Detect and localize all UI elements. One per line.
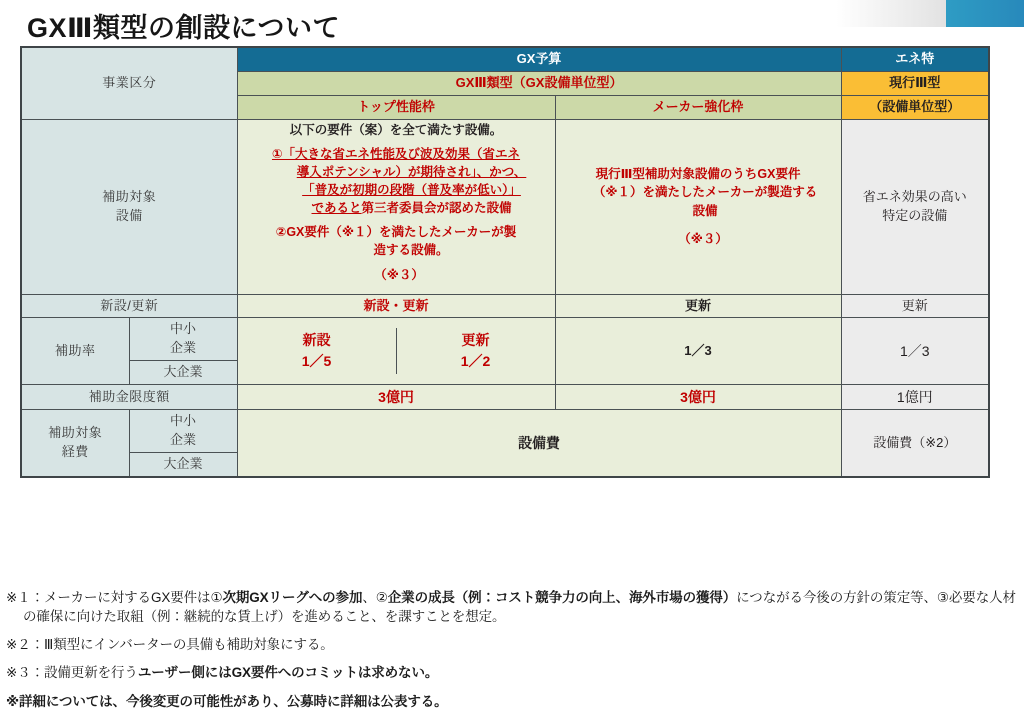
grey-gradient-bar <box>836 0 946 27</box>
requirement-item-1: ①「大きな省エネ性能及び波及効果（省エネ 導入ポテンシャル）が期待され」、かつ、 「普及が初期の段階（普及率が低い）」 であると第三者委員会が認めた設備 <box>271 147 527 215</box>
row-sublabel-eligible-large: 大企業 <box>129 452 237 476</box>
cell-new-or-renew-top: 新設・更新 <box>237 294 555 318</box>
rate-new-label: 新設 <box>302 332 331 349</box>
maker-equipment-text: 現行Ⅲ型補助対象設備のうちGX要件 （※１）を満たしたメーカーが製造する 設備 <box>592 167 818 218</box>
row-sublabel-large-company: 大企業 <box>129 361 237 385</box>
header-decoration-bar <box>836 0 1024 27</box>
rate-renew-label: 更新 <box>461 332 490 349</box>
footnote-2: ※２：Ⅲ類型にインバーターの具備も補助対象にする。 <box>6 637 334 653</box>
requirement-note-3: （※３） <box>374 267 424 282</box>
cell-new-or-renew-maker: 更新 <box>555 294 841 318</box>
cell-subsidy-cap-maker: 3億円 <box>555 384 841 409</box>
cell-subsidy-rate-ene: 1／3 <box>841 318 989 385</box>
header-business-category: 事業区分 <box>21 47 237 119</box>
rate-renew-value: 1／2 <box>460 353 491 370</box>
header-current-type3-sub: （設備単位型） <box>841 95 989 119</box>
row-label-new-or-renew: 新設/更新 <box>21 294 237 318</box>
table-row-new-or-renew <box>21 294 989 318</box>
cell-target-equipment-maker <box>555 119 841 294</box>
table-row-subsidy-cap <box>21 384 989 409</box>
cell-subsidy-cap-ene: 1億円 <box>841 384 989 409</box>
header-gx-budget: GX予算 <box>237 47 841 71</box>
cell-eligible-cost-ene: 設備費（※2） <box>841 410 989 477</box>
cell-subsidy-rate-top <box>237 318 555 385</box>
requirement-item-2: ②GX要件（※１）を満たしたメーカーが製 造する設備。 <box>275 225 517 258</box>
row-sublabel-eligible-sme: 中小 企業 <box>129 410 237 453</box>
header-gx-type3: GXⅢ類型（GX設備単位型） <box>237 71 841 95</box>
cell-subsidy-rate-maker: 1／3 <box>555 318 841 385</box>
blue-gradient-bar <box>946 0 1024 27</box>
row-sublabel-sme: 中小 企業 <box>129 318 237 361</box>
cell-subsidy-cap-top: 3億円 <box>237 384 555 409</box>
cell-rate-renew <box>396 328 555 374</box>
main-table-wrapper <box>20 46 988 478</box>
footnote-3: ※３：設備更新を行うユーザー側にはGX要件へのコミットは求めない。 <box>6 665 439 681</box>
row-label-eligible-cost: 補助対象 経費 <box>21 410 129 477</box>
row-label-subsidy-rate: 補助率 <box>21 318 129 385</box>
cell-new-or-renew-ene: 更新 <box>841 294 989 318</box>
header-current-type3: 現行Ⅲ型 <box>841 71 989 95</box>
cell-eligible-cost-gx: 設備費 <box>237 410 841 477</box>
table-row-eligible-cost-sme <box>21 410 989 453</box>
page-title: GXⅢ類型の創設について <box>27 13 340 43</box>
cell-target-equipment-top <box>237 119 555 294</box>
cell-rate-new <box>238 328 397 374</box>
row-label-subsidy-cap: 補助金限度額 <box>21 384 237 409</box>
footnotes <box>6 588 1018 720</box>
footnote-4: ※詳細については、今後変更の可能性があり、公募時に詳細は公表する。 <box>6 693 448 709</box>
maker-note-3: （※３） <box>678 231 728 246</box>
cell-target-equipment-ene: 省エネ効果の高い 特定の設備 <box>841 119 989 294</box>
row-label-target-equipment: 補助対象 設備 <box>21 119 237 294</box>
subsidy-comparison-table <box>20 46 990 478</box>
rate-new-value: 1／5 <box>301 353 332 370</box>
footnote-1: ※１：メーカーに対するGX要件は①次期GXリーグへの参加、②企業の成長（例：コスト競争力の向上、海外市場の獲得）につながる今後の方針の策定等、③必要な人材の確保に向けた取組（例：継続的な賃上げ）を進めること、を課すことを想定。 <box>6 590 1016 625</box>
header-ene-toku: エネ特 <box>841 47 989 71</box>
table-row-subsidy-rate-sme <box>21 318 989 361</box>
table-row-target-equipment <box>21 119 989 294</box>
requirement-intro: 以下の要件（案）を全て満たす設備。 <box>289 122 503 137</box>
header-top-performance-frame: トップ性能枠 <box>237 95 555 119</box>
table-row-header-budget <box>21 47 989 71</box>
header-maker-reinforce-frame: メーカー強化枠 <box>555 95 841 119</box>
